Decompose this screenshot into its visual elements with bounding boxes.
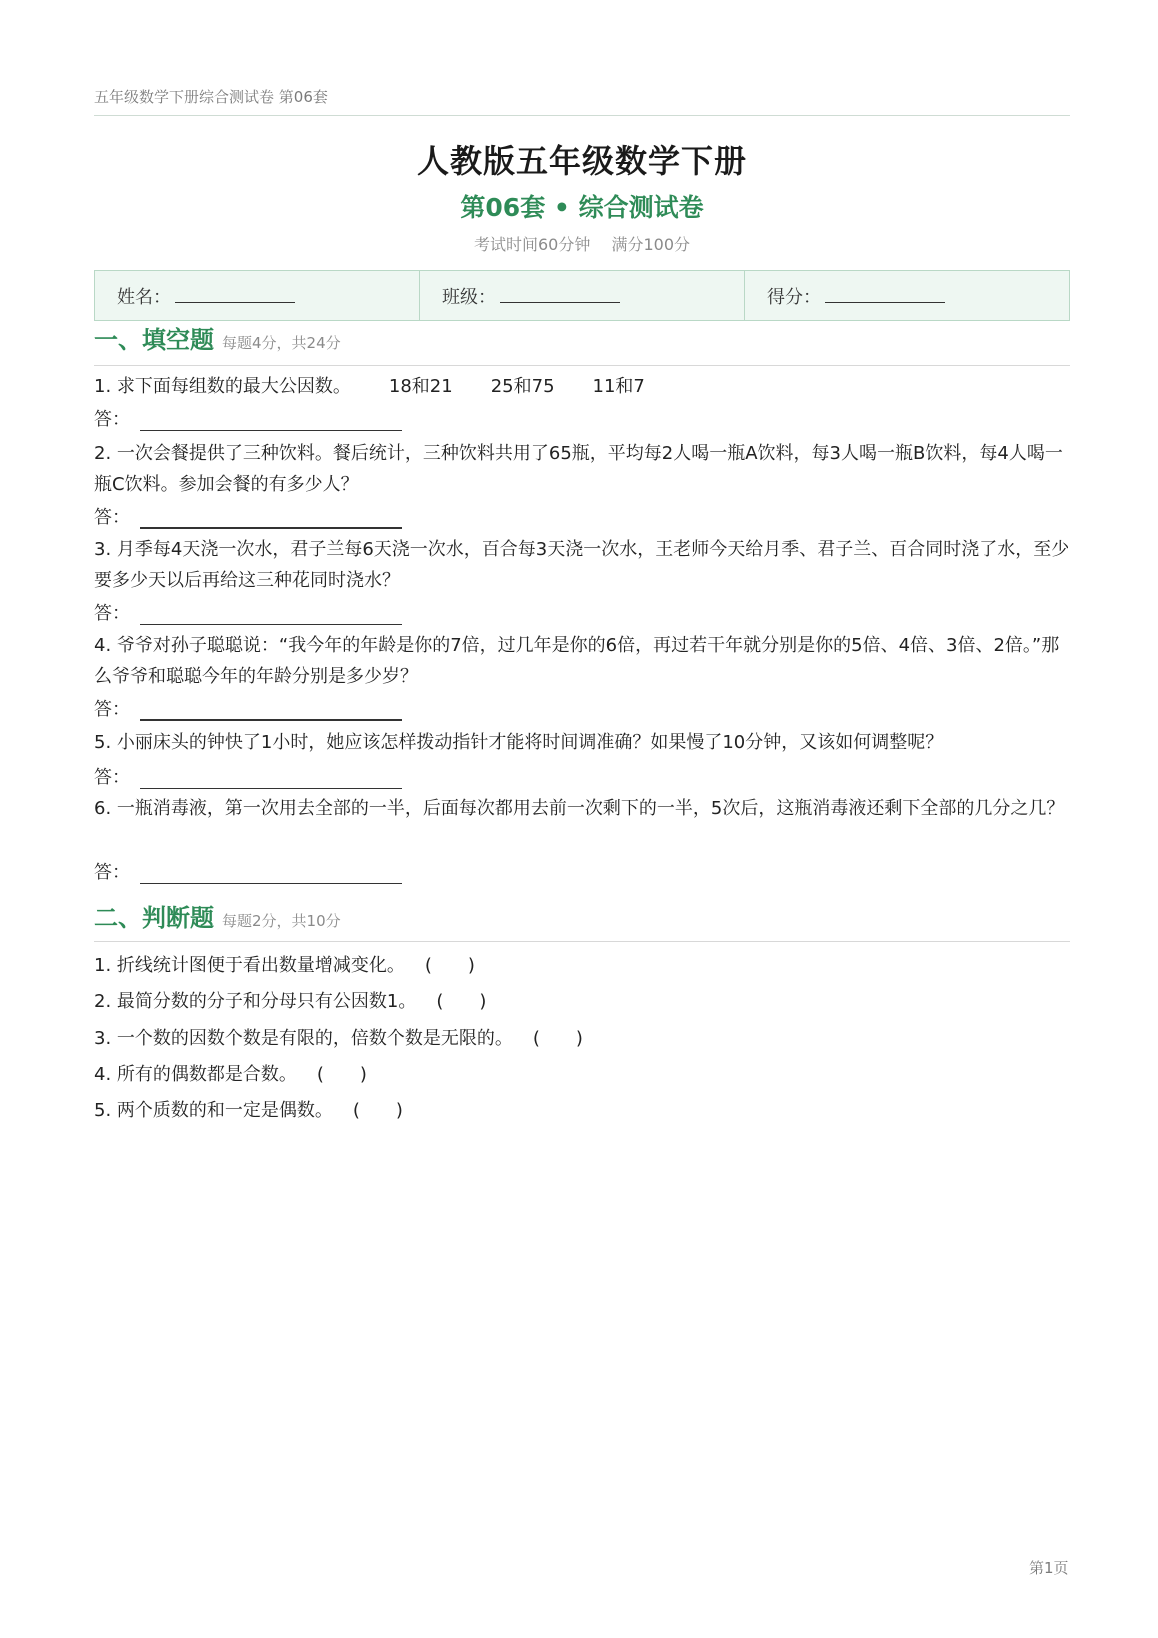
answer-label: 答：: [94, 767, 130, 788]
judgment-text: 2. 最简分数的分子和分母只有公因数1。: [94, 991, 417, 1012]
judgment-item-4: [94, 1060, 367, 1086]
answer-blank[interactable]: [140, 606, 402, 625]
score-blank[interactable]: [825, 288, 945, 303]
header-divider: [94, 115, 1070, 116]
answer-label: 答：: [94, 862, 130, 883]
question-2: 2. 一次会餐提供了三种饮料。餐后统计，三种饮料共用了65瓶，平均每2人喝一瓶A饮料，每3人喝一瓶B饮料，每4人喝一瓶C饮料。参加会餐的有多少人？: [94, 443, 1063, 495]
exam-page: [94, 0, 1070, 1638]
answer-parentheses[interactable]: ( ): [436, 991, 487, 1012]
judgment-item-2: [94, 987, 486, 1013]
section2-title: 二、判断题: [94, 904, 214, 932]
judgment-item-3: [94, 1024, 583, 1050]
exam-time: 考试时间60分钟: [473, 235, 591, 254]
question-1-text: 1. 求下面每组数的最大公因数。: [94, 376, 351, 397]
page-number: 第1页: [1029, 1559, 1069, 1577]
section1-divider: [94, 365, 1070, 366]
answer-blank[interactable]: [140, 509, 402, 529]
section2-divider: [94, 941, 1070, 942]
answer-5: [94, 763, 402, 789]
name-blank[interactable]: [175, 288, 295, 303]
question-3: 3. 月季每4天浇一次水，君子兰每6天浇一次水，百合每3天浇一次水，王老师今天给月季、君子兰、百合同时浇了水，至少要多少天以后再给这三种花同时浇水？: [94, 539, 1070, 591]
answer-label: 答：: [94, 603, 130, 624]
question-6: 6. 一瓶消毒液，第一次用去全部的一半，后面每次都用去前一次剩下的一半，5次后，这瓶消毒液还剩下全部的几分之几？: [94, 798, 1065, 819]
answer-6: [94, 858, 402, 884]
class-cell: [420, 271, 745, 320]
exam-full-score: 满分100分: [611, 235, 690, 254]
name-cell: [95, 271, 420, 320]
answer-label: 答：: [94, 409, 130, 430]
section2-header: [94, 898, 341, 933]
section1-title: 一、填空题: [94, 326, 214, 354]
class-label: 班级：: [442, 286, 496, 308]
number-pair: 11和7: [592, 376, 645, 397]
exam-info: [94, 232, 1070, 255]
answer-parentheses[interactable]: ( ): [532, 1028, 583, 1049]
judgment-text: 4. 所有的偶数都是合数。: [94, 1064, 297, 1085]
number-pair: 25和75: [490, 376, 555, 397]
answer-blank[interactable]: [140, 770, 402, 789]
question-1: [94, 371, 1070, 402]
name-label: 姓名：: [117, 286, 171, 308]
section1-note: 每题4分，共24分: [222, 334, 341, 352]
question-5: 5. 小丽床头的钟快了1小时，她应该怎样拨动指针才能将时间调准确？如果慢了10分钟，又该如何调整呢？: [94, 732, 944, 753]
student-info-table: [94, 270, 1070, 321]
answer-blank[interactable]: [140, 412, 402, 431]
answer-parentheses[interactable]: ( ): [316, 1064, 367, 1085]
sub-title: 第06套 • 综合测试卷: [460, 193, 704, 222]
judgment-item-1: [94, 951, 475, 977]
answer-3: [94, 599, 402, 625]
answer-blank[interactable]: [140, 701, 402, 721]
answer-2: [94, 503, 402, 529]
answer-label: 答：: [94, 507, 130, 528]
judgment-item-5: [94, 1096, 403, 1122]
judgment-text: 1. 折线统计图便于看出数量增减变化。: [94, 955, 405, 976]
class-blank[interactable]: [500, 288, 620, 303]
section1-header: [94, 320, 341, 355]
judgment-text: 5. 两个质数的和一定是偶数。: [94, 1100, 333, 1121]
score-cell: [745, 271, 1069, 320]
section2-note: 每题2分，共10分: [222, 912, 341, 930]
answer-parentheses[interactable]: ( ): [424, 955, 475, 976]
number-pair: 18和21: [388, 376, 453, 397]
answer-1: [94, 405, 402, 431]
answer-blank[interactable]: [140, 865, 402, 884]
judgment-text: 3. 一个数的因数个数是有限的，倍数个数是无限的。: [94, 1028, 513, 1049]
answer-4: [94, 695, 402, 721]
answer-parentheses[interactable]: ( ): [352, 1100, 403, 1121]
answer-label: 答：: [94, 699, 130, 720]
main-title: 人教版五年级数学下册: [416, 142, 747, 180]
score-label: 得分：: [767, 286, 821, 308]
running-header: 五年级数学下册综合测试卷 第06套: [94, 88, 328, 106]
question-4: 4. 爷爷对孙子聪聪说：“我今年的年龄是你的7倍，过几年是你的6倍，再过若干年就分别是你的5倍、4倍、3倍、2倍。”那么爷爷和聪聪今年的年龄分别是多少岁？: [94, 635, 1060, 687]
